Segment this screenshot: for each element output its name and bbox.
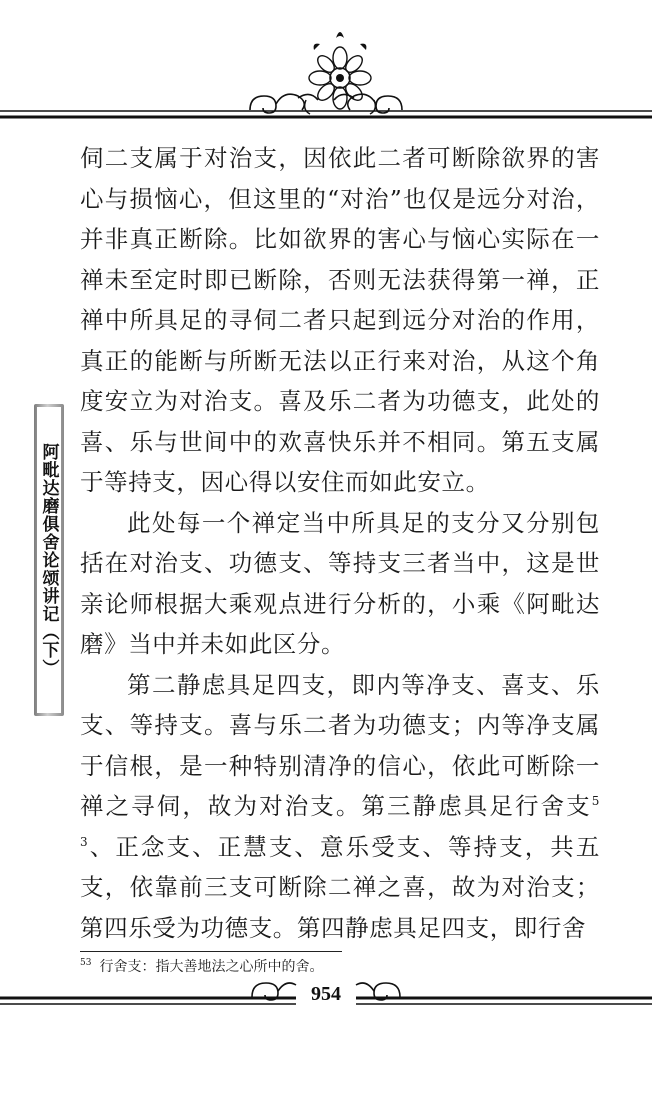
footnote-number: 53 [80,958,92,969]
paragraph-1: 伺二支属于对治支，因依此二者可断除欲界的害心与损恼心，但这里的“对治”也仅是远分对治，并非真正断除。比如欲界的害心与恼心实际在一禅未至定时即已断除，否则无法获得第一禅，正禅中所具足的寻伺二者只起到远分对治的作用，真正的能断与所断无法以正行来对治，从这个角度安立为对治支。喜及乐二者为功德支，此处的喜、乐与世间中的欢喜快乐并不相同。第五支属于等持支，因心得以安住而如此安立。 [80,144,600,496]
header-double-rule [0,111,652,117]
header-ornament [0,0,652,125]
footnote-divider [80,951,342,952]
paragraph-2: 此处每一个禅定当中所具足的支分又分别包括在对治支、功德支、等持支三者当中，这是世亲论师根据大乘观点进行分析的，小乘《阿毗达磨》当中并未如此区分。 [80,508,600,658]
book-title-vertical: 阿毗达磨俱舍论颂讲记（下） [38,443,59,677]
side-title-tab-inner [37,407,61,713]
paragraph-3 [80,665,600,949]
cloud-scroll-right-icon [334,94,402,113]
body-text [80,138,600,948]
page-number: 954 [311,983,341,1005]
cloud-scroll-left-icon [250,94,318,113]
paragraph-3-before-ref: 第二静虑具足四支，即内等净支、喜支、乐支、等持支。喜与乐二者为功德支；内等净支属于信根，是一种特别清净的信心，依此可断除一禅之寻伺，故为对治支。第三静虑具足行舍支 [80,670,600,820]
side-title-tab [34,404,64,716]
footnote-reference[interactable]: 53 [80,794,600,849]
lotus-flower-icon [305,32,376,114]
paragraph-3-after-ref: 、正念支、正慧支、意乐受支、等持支，共五支，依靠前三支可断除二禅之喜，故为对治支；第四乐受为功德支。第四静虑具足四支，即行舍 [80,832,600,942]
footnote-text: 行舍支：指大善地法之心所中的舍。 [99,959,324,975]
footnote [80,958,323,976]
